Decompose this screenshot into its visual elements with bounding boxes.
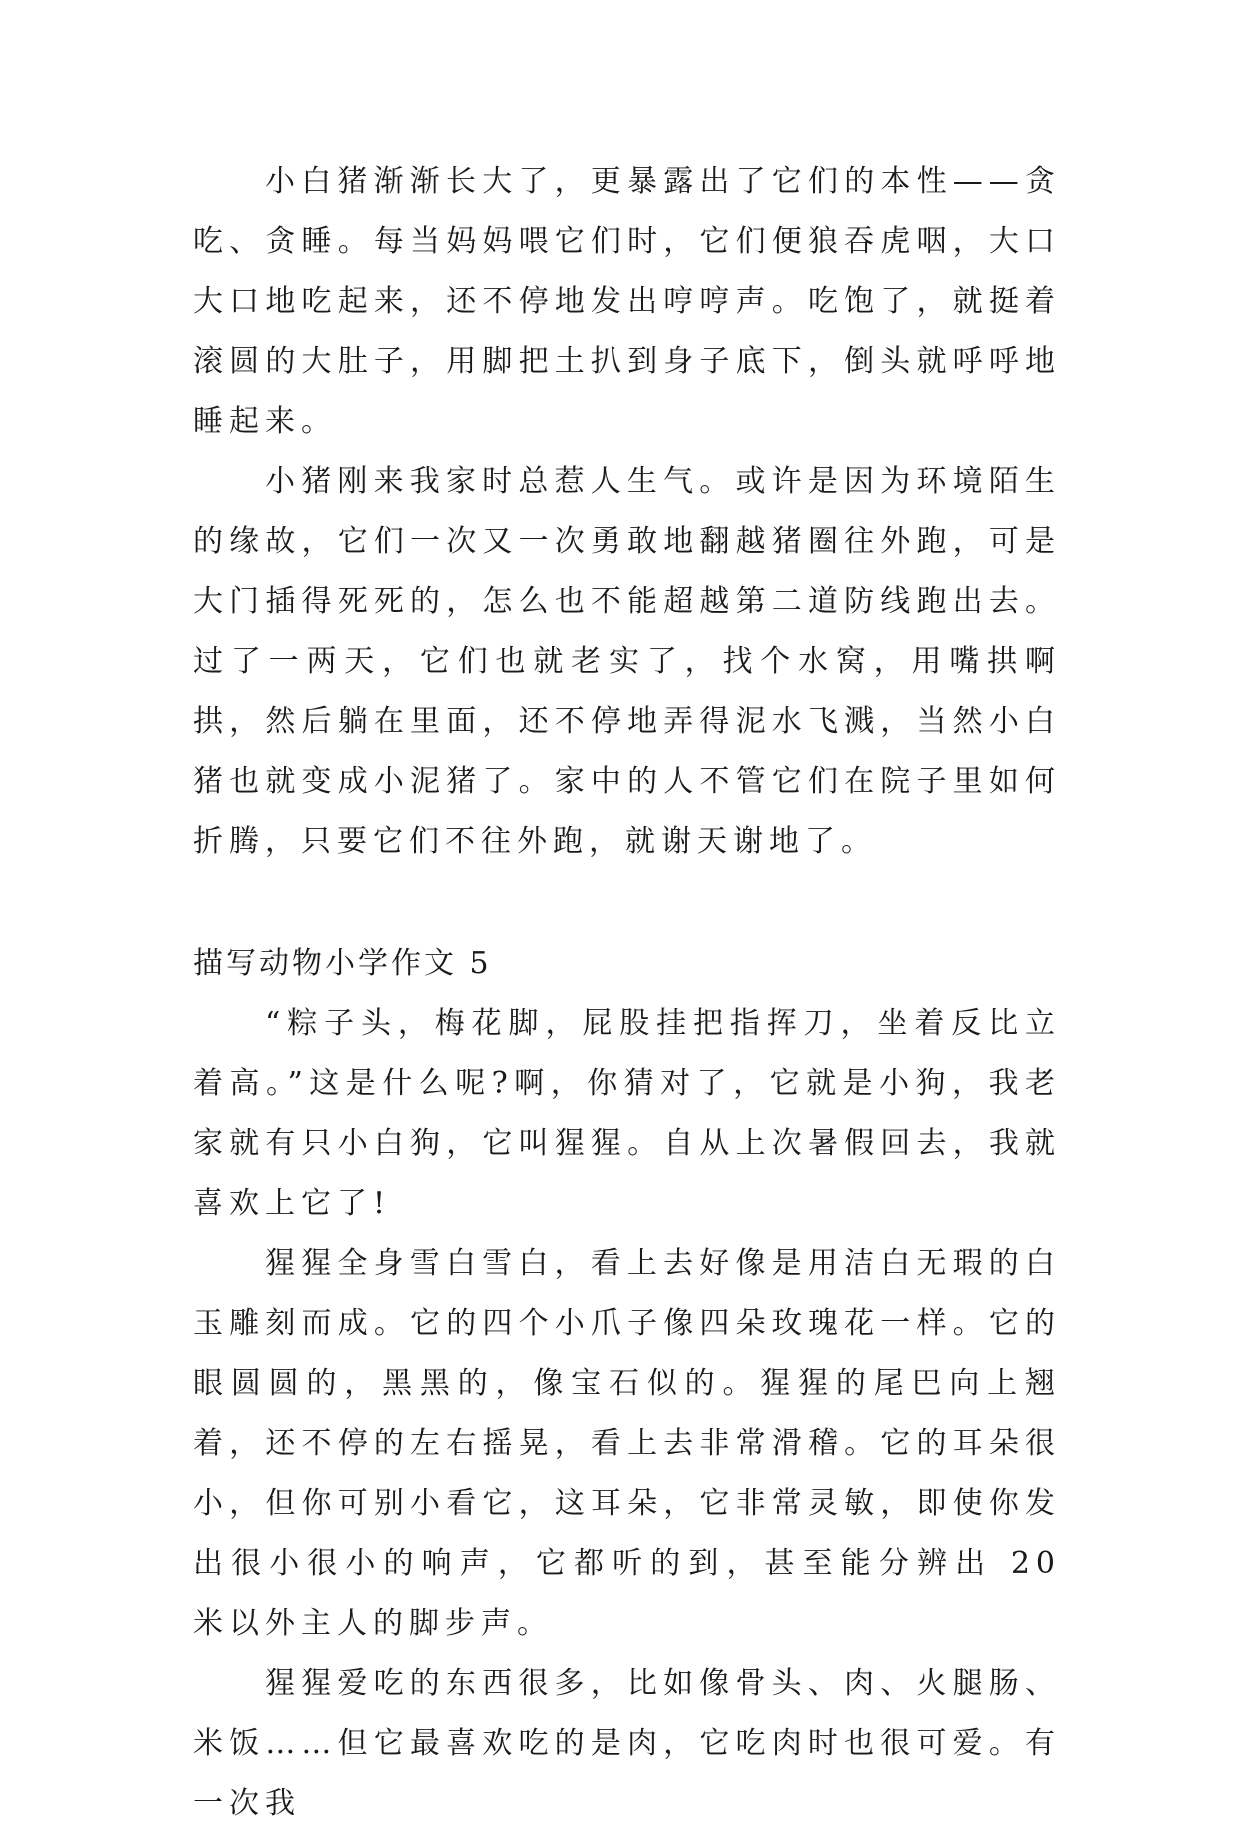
paragraph: “粽子头，梅花脚，屁股挂把指挥刀，坐着反比立着高。”这是什么呢?啊，你猜对了，它就是小狗，我老家就有只小白狗，它叫猩猩。自从上次暑假回去，我就喜欢上它了! xyxy=(193,1006,1061,1221)
document-body xyxy=(193,152,1061,1834)
paragraph: 小白猪渐渐长大了，更暴露出了它们的本性——贪吃、贪睡。每当妈妈喂它们时，它们便狼吞虎咽，大口大口地吃起来，还不停地发出哼哼声。吃饱了，就挺着滚圆的大肚子，用脚把土扒到身子底下，倒头就呼呼地睡起来。 xyxy=(193,164,1061,439)
paragraph: 猩猩爱吃的东西很多，比如像骨头、肉、火腿肠、米饭……但它最喜欢吃的是肉，它吃肉时也很可爱。有一次我 xyxy=(193,1666,1061,1821)
paragraph: 猩猩全身雪白雪白，看上去好像是用洁白无瑕的白玉雕刻而成。它的四个小爪子像四朵玫瑰花一样。它的眼圆圆的，黑黑的，像宝石似的。猩猩的尾巴向上翘着，还不停的左右摇晃，看上去非常滑稽。它的耳朵很小，但你可别小看它，这耳朵，它非常灵敏，即使你发出很小很小的响声，它都听的到，甚至能分辨出 20 米以外主人的脚步声。 xyxy=(193,1246,1061,1641)
paragraph: 小猪刚来我家时总惹人生气。或许是因为环境陌生的缘故，它们一次又一次勇敢地翻越猪圈往外跑，可是大门插得死死的，怎么也不能超越第二道防线跑出去。过了一两天，它们也就老实了，找个水窝，用嘴拱啊拱，然后躺在里面，还不停地弄得泥水飞溅，当然小白猪也就变成小泥猪了。家中的人不管它们在院子里如何折腾，只要它们不往外跑，就谢天谢地了。 xyxy=(193,464,1061,859)
section-title: 描写动物小学作文 5 xyxy=(193,946,492,981)
